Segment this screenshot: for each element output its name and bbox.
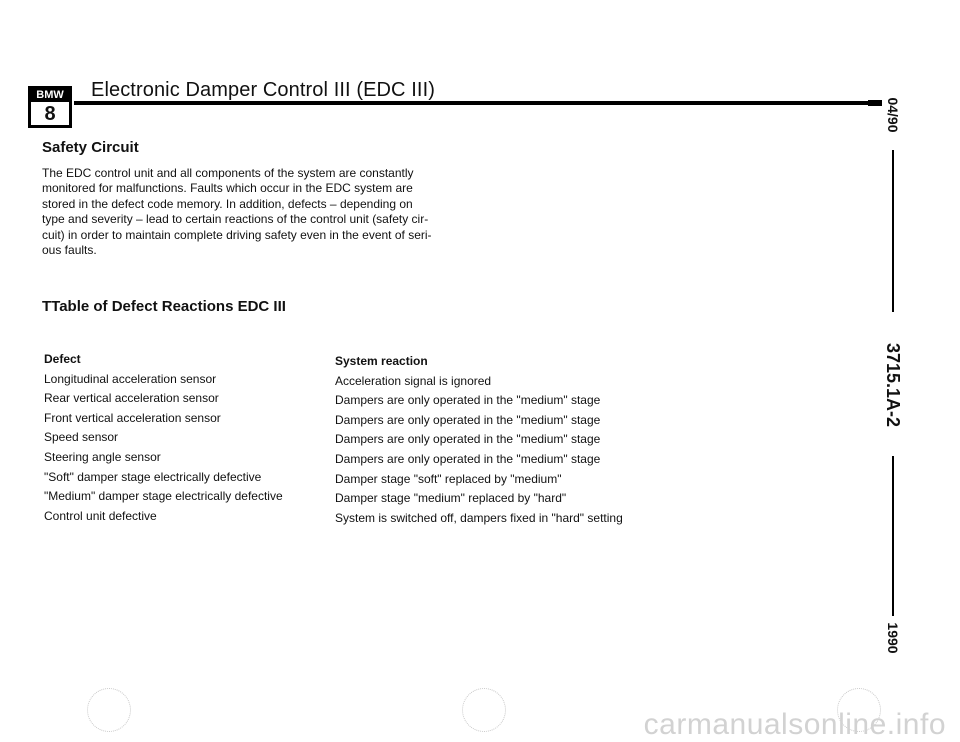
defect-cell: Steering angle sensor (44, 449, 161, 464)
logo-series-number: 8 (44, 103, 56, 125)
intro-line: cuit) in order to maintain complete driving safety even in the event of seri- (42, 227, 432, 242)
logo-brand-text: BMW (31, 89, 69, 102)
table-title: TTable of Defect Reactions EDC III (42, 298, 286, 315)
defect-cell: Front vertical acceleration sensor (44, 410, 221, 425)
intro-line: stored in the defect code memory. In addition, defects – depending on (42, 196, 413, 211)
margin-rule-bottom (892, 456, 894, 616)
bmw-8-logo (28, 86, 72, 128)
document-code: 3715.1A-2 (883, 342, 903, 428)
reaction-cell: Dampers are only operated in the "medium" stage (335, 432, 601, 447)
intro-paragraph (42, 166, 442, 258)
intro-line: The EDC control unit and all components of the system are constantly (42, 166, 414, 180)
reaction-cell: Damper stage "soft" replaced by "medium" (335, 471, 562, 486)
defect-cell: "Soft" damper stage electrically defective (44, 469, 262, 484)
reaction-cell: Dampers are only operated in the "medium" stage (335, 393, 601, 408)
publication-year: 1990 (885, 622, 901, 654)
intro-line: type and severity – lead to certain reactions of the control unit (safety cir- (42, 212, 429, 227)
defect-cell: Rear vertical acceleration sensor (44, 391, 219, 406)
punch-hole (87, 688, 131, 732)
reaction-cell: Dampers are only operated in the "medium" stage (335, 412, 601, 427)
defect-cell: Longitudinal acceleration sensor (44, 371, 217, 386)
reaction-column (335, 352, 623, 528)
site-watermark: carmanualsonline.info (643, 708, 946, 741)
reaction-cell: System is switched off, dampers fixed in "hard" setting (335, 510, 623, 525)
intro-line: monitored for malfunctions. Faults which occur in the EDC system are (42, 181, 413, 196)
reaction-header: System reaction (335, 354, 428, 368)
defect-column (44, 350, 283, 526)
intro-line: ous faults. (42, 243, 97, 258)
reaction-cell: Dampers are only operated in the "medium" stage (335, 451, 601, 466)
reaction-cell: Acceleration signal is ignored (335, 373, 492, 388)
defect-cell: "Medium" damper stage electrically defective (44, 489, 283, 504)
reaction-cell: Damper stage "medium" replaced by "hard" (335, 491, 567, 506)
document-title: Electronic Damper Control III (EDC III) (91, 79, 435, 101)
punch-hole (462, 688, 506, 732)
defect-cell: Speed sensor (44, 430, 119, 445)
header-rule (74, 101, 880, 105)
section-title: Safety Circuit (42, 139, 139, 156)
revision-date: 04/90 (885, 97, 901, 133)
defect-cell: Control unit defective (44, 508, 157, 523)
defect-header: Defect (44, 352, 81, 366)
margin-rule-top (892, 150, 894, 312)
